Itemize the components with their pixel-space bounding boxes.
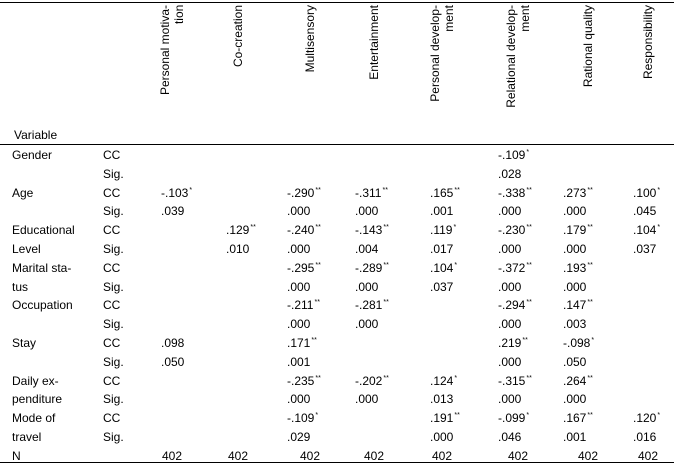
cell-value: .037: [633, 242, 657, 256]
table-cell: [498, 298, 532, 312]
cell-value: -.295: [287, 260, 315, 275]
cell-value: .147: [563, 298, 587, 313]
cell-value: .000: [563, 392, 587, 407]
table-cell: [287, 430, 310, 444]
table-cell: [498, 392, 521, 406]
table-cell: [498, 186, 532, 200]
table-cell: [498, 430, 521, 444]
significance-marker: **: [315, 186, 321, 194]
significance-marker: **: [383, 299, 389, 307]
cell-value: .050: [161, 354, 185, 369]
column-header: [285, 5, 335, 123]
cell-value: -.281: [355, 298, 383, 313]
table-cell: [498, 411, 529, 425]
table-cell: [161, 186, 192, 200]
significance-marker: *: [657, 224, 661, 232]
cell-value: .167: [563, 411, 587, 426]
significance-marker: *: [657, 186, 661, 194]
row-label: Marital sta-: [12, 260, 72, 275]
table-cell: [355, 204, 378, 218]
table-cell: [578, 449, 598, 463]
column-header-label: Personal motiva- tion: [158, 5, 186, 96]
significance-marker: **: [522, 337, 528, 344]
significance-marker: *: [189, 186, 193, 194]
significance-marker: *: [591, 337, 595, 344]
column-header-label: Entertainment: [367, 5, 381, 80]
table-cell: [300, 449, 320, 463]
table-cell: [498, 223, 532, 237]
cell-value: .000: [498, 354, 522, 369]
significance-marker: **: [526, 374, 532, 382]
row-label: Occupation: [12, 298, 73, 313]
table-cell: [498, 374, 532, 388]
significance-marker: *: [453, 224, 457, 232]
table-cell: [287, 298, 320, 312]
significance-marker: *: [526, 412, 530, 420]
table-cell: [161, 204, 184, 218]
row-label: tus: [12, 279, 29, 294]
cell-value: 402: [364, 448, 385, 463]
cell-value: -.311: [355, 185, 382, 200]
column-header: [417, 5, 467, 123]
significance-marker: **: [315, 374, 321, 382]
stat-label: CC: [103, 223, 121, 238]
cell-value: -.315: [498, 373, 526, 388]
cell-value: .017: [430, 242, 454, 256]
table-cell: [355, 298, 389, 312]
cell-value: .104: [430, 260, 454, 275]
table-cell: [287, 204, 310, 218]
table-cell: [161, 336, 184, 350]
significance-marker: *: [657, 412, 661, 420]
cell-value: .000: [287, 317, 311, 332]
cell-value: .000: [287, 392, 311, 407]
cell-value: .000: [498, 204, 522, 219]
column-header: [623, 5, 673, 123]
cell-value: .050: [563, 354, 587, 369]
stat-label: Sig.: [103, 204, 124, 219]
column-header: [563, 5, 613, 123]
cell-value: .001: [287, 354, 311, 369]
cell-value: .037: [430, 279, 454, 294]
cell-value: -.372: [498, 260, 526, 275]
cell-value: 402: [638, 448, 659, 463]
stat-label: CC: [103, 336, 121, 350]
table-cell: [162, 449, 182, 463]
table-cell: [563, 204, 586, 218]
cell-value: -.109: [287, 411, 315, 426]
cell-value: 402: [578, 448, 599, 463]
table-cell: [287, 317, 310, 331]
cell-value: -.098: [563, 336, 591, 350]
cell-value: .045: [633, 204, 657, 219]
cell-value: .000: [287, 204, 311, 219]
cell-value: -.230: [498, 223, 526, 238]
cell-value: -.235: [287, 373, 315, 388]
row-label: Age: [12, 185, 34, 200]
table-cell: [228, 449, 248, 463]
cell-value: .010: [226, 242, 250, 256]
cell-value: 402: [228, 448, 249, 463]
cell-value: -.099: [498, 411, 526, 426]
cell-value: 402: [300, 448, 321, 463]
table-cell: [355, 223, 389, 237]
cell-value: .124: [430, 373, 454, 388]
stat-label: Sig.: [103, 392, 124, 407]
cell-value: .264: [563, 373, 587, 388]
significance-marker: **: [315, 224, 321, 232]
row-label: penditure: [12, 392, 63, 407]
cell-value: 402: [508, 448, 529, 463]
column-header-label: Responsibility: [641, 5, 655, 80]
table-cell: [287, 411, 318, 425]
table-cell: [355, 186, 388, 200]
cell-value: .004: [355, 242, 379, 256]
significance-marker: **: [526, 261, 532, 269]
cell-value: .028: [498, 166, 522, 181]
cell-value: .000: [498, 279, 522, 294]
table-cell: [498, 317, 521, 331]
cell-value: -.211: [287, 298, 314, 313]
table-cell: [563, 242, 586, 256]
cell-value: -.143: [355, 223, 383, 238]
table-cell: [563, 186, 593, 200]
table-cell: [287, 280, 310, 294]
cell-value: .000: [287, 242, 311, 256]
column-header: [213, 5, 263, 123]
cell-value: .003: [563, 317, 587, 332]
cell-value: .119: [430, 223, 453, 238]
cell-value: .179: [563, 223, 587, 238]
row-label: Stay: [12, 336, 37, 350]
table-cell: [430, 242, 453, 256]
table-cell: [563, 280, 586, 294]
table-cell: [563, 411, 593, 425]
stat-label: Sig.: [103, 354, 124, 369]
table-cell: [498, 167, 521, 181]
cell-value: 402: [432, 448, 453, 463]
row-label: Educational: [12, 223, 75, 238]
table-cell: [498, 280, 521, 294]
table-cell: [430, 204, 453, 218]
significance-marker: **: [587, 412, 593, 420]
cell-value: -.109: [498, 148, 526, 162]
significance-marker: **: [314, 299, 320, 307]
table-cell: [430, 223, 456, 237]
table-cell: [432, 449, 452, 463]
table-cell: [563, 298, 593, 312]
significance-marker: **: [587, 299, 593, 307]
table-cell: [633, 223, 660, 237]
table-cell: [430, 280, 453, 294]
table-cell: [638, 449, 658, 463]
significance-marker: **: [383, 374, 389, 382]
cell-value: .171: [287, 336, 311, 350]
cell-value: .013: [430, 392, 454, 407]
cell-value: .165: [430, 185, 454, 200]
table-cell: [430, 374, 457, 388]
table-cell: [633, 430, 656, 444]
cell-value: .016: [633, 430, 657, 444]
row-label: Mode of: [12, 411, 56, 426]
header-rule: [0, 144, 674, 145]
table-cell: [287, 261, 321, 275]
cell-value: .000: [355, 204, 379, 219]
table-cell: [633, 186, 660, 200]
row-label: Level: [12, 242, 41, 256]
cell-value: .000: [563, 242, 587, 256]
cell-value: .000: [430, 430, 454, 444]
significance-marker: **: [382, 186, 388, 194]
cell-value: .100: [633, 185, 657, 200]
cell-value: .039: [161, 204, 185, 219]
table-cell: [355, 280, 378, 294]
significance-marker: **: [250, 224, 256, 232]
table-cell: [287, 374, 321, 388]
cell-value: -.202: [355, 373, 383, 388]
table-cell: [287, 186, 321, 200]
table-cell: [355, 317, 378, 331]
significance-marker: **: [526, 186, 532, 194]
table-cell: [498, 355, 521, 369]
cell-value: -.338: [498, 185, 526, 200]
table-cell: [498, 261, 532, 275]
table-cell: [633, 411, 660, 425]
column-header: [493, 5, 543, 123]
table-cell: [226, 242, 249, 256]
significance-marker: *: [526, 149, 530, 156]
table-cell: [563, 392, 586, 406]
table-cell: [161, 355, 184, 369]
stat-label: CC: [103, 411, 121, 426]
table-cell: [563, 374, 593, 388]
stat-label: CC: [103, 260, 121, 275]
variable-header: Variable: [14, 128, 58, 142]
cell-value: .000: [287, 279, 311, 294]
column-header-label: Multisensory: [303, 5, 317, 73]
table-cell: [364, 449, 384, 463]
cell-value: .104: [633, 223, 657, 238]
cell-value: .000: [355, 392, 379, 407]
table-cell: [498, 204, 521, 218]
table-cell: [563, 430, 586, 444]
row-label: Gender: [12, 148, 53, 162]
cell-value: -.289: [355, 260, 383, 275]
table-cell: [563, 355, 586, 369]
cell-value: .273: [563, 185, 587, 200]
cell-value: .000: [563, 204, 587, 219]
row-label: travel: [12, 430, 42, 444]
table-cell: [563, 336, 594, 350]
cell-value: 402: [162, 448, 183, 463]
cell-value: -.103: [161, 185, 189, 200]
stat-label: Sig.: [103, 279, 124, 294]
table-top-rule: [0, 2, 674, 3]
stat-label: Sig.: [103, 166, 124, 181]
stat-label: Sig.: [103, 242, 124, 256]
table-cell: [430, 430, 453, 444]
table-cell: [633, 242, 656, 256]
cell-value: .029: [287, 430, 311, 444]
table-cell: [430, 186, 460, 200]
cell-value: .000: [498, 392, 522, 407]
table-cell: [508, 449, 528, 463]
row-label: Daily ex-: [12, 373, 59, 388]
significance-marker: **: [454, 186, 460, 194]
table-cell: [563, 317, 586, 331]
column-header: [147, 5, 197, 123]
row-label: N: [12, 448, 21, 463]
cell-value: .000: [498, 317, 522, 332]
table-cell: [563, 261, 593, 275]
significance-marker: **: [587, 374, 593, 382]
table-cell: [633, 204, 656, 218]
significance-marker: **: [311, 337, 317, 344]
significance-marker: **: [587, 224, 593, 232]
cell-value: .193: [563, 260, 587, 275]
table-cell: [355, 392, 378, 406]
table-cell: [498, 336, 528, 350]
table-cell: [287, 336, 317, 350]
cell-value: -.240: [287, 223, 315, 238]
stat-label: Sig.: [103, 317, 124, 332]
significance-marker: *: [454, 374, 458, 382]
cell-value: -.294: [498, 298, 526, 313]
table-cell: [430, 261, 457, 275]
cell-value: .000: [355, 279, 379, 294]
stat-label: Sig.: [103, 430, 124, 444]
cell-value: .046: [498, 430, 522, 444]
stat-label: CC: [103, 373, 121, 388]
table-bottom-rule: [0, 462, 674, 463]
significance-marker: **: [383, 261, 389, 269]
table-cell: [355, 261, 389, 275]
table-cell: [287, 355, 310, 369]
stat-label: CC: [103, 298, 121, 313]
table-cell: [430, 392, 453, 406]
significance-marker: *: [454, 261, 458, 269]
cell-value: .001: [430, 204, 454, 219]
cell-value: .098: [161, 336, 185, 350]
cell-value: .000: [563, 279, 587, 294]
table-cell: [226, 223, 256, 237]
significance-marker: **: [383, 224, 389, 232]
significance-marker: *: [315, 412, 319, 420]
significance-marker: **: [587, 261, 593, 269]
table-cell: [355, 374, 389, 388]
table-cell: [287, 242, 310, 256]
table-cell: [355, 242, 378, 256]
table-cell: [498, 242, 521, 256]
table-cell: [287, 392, 310, 406]
column-header-label: Rational quality: [581, 5, 595, 88]
cell-value: .120: [633, 411, 657, 426]
table-cell: [563, 223, 593, 237]
cell-value: .001: [563, 430, 587, 444]
table-cell: [498, 148, 529, 162]
column-header-label: Relational develop- ment: [504, 5, 532, 108]
significance-marker: **: [587, 186, 593, 194]
column-header-label: Personal develop- ment: [428, 5, 456, 102]
stat-label: CC: [103, 148, 121, 162]
column-header: [349, 5, 399, 123]
cell-value: -.290: [287, 185, 315, 200]
cell-value: .000: [498, 242, 522, 256]
table-cell: [430, 411, 460, 425]
cell-value: .219: [498, 336, 522, 350]
table-cell: [287, 223, 321, 237]
column-header-label: Co-creation: [231, 5, 245, 68]
cell-value: .129: [226, 223, 250, 238]
significance-marker: **: [526, 299, 532, 307]
significance-marker: **: [454, 412, 460, 420]
stat-label: CC: [103, 185, 121, 200]
significance-marker: **: [315, 261, 321, 269]
cell-value: .191: [430, 411, 454, 426]
cell-value: .000: [355, 317, 379, 332]
significance-marker: **: [526, 224, 532, 232]
